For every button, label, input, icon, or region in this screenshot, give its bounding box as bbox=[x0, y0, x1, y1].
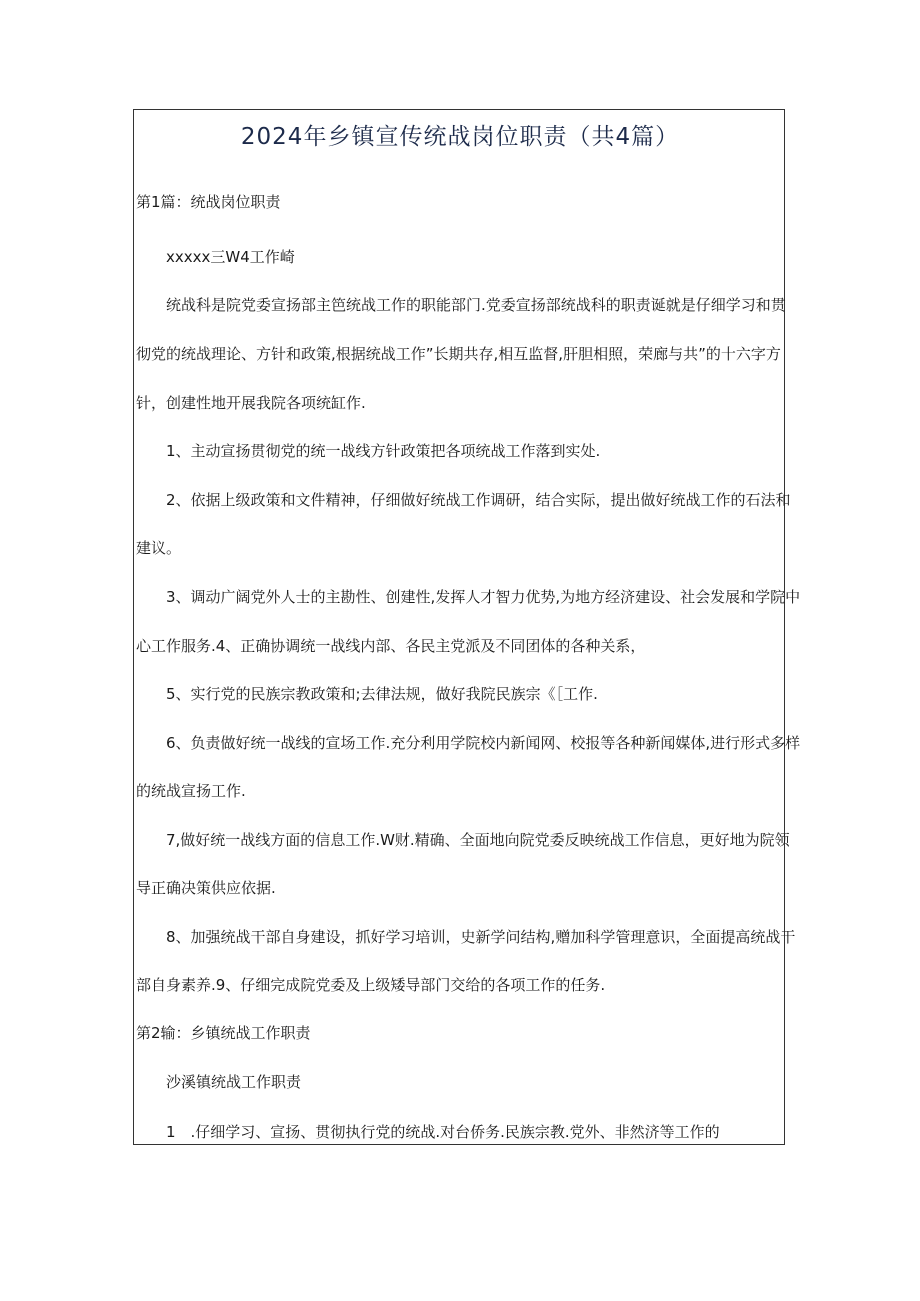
paragraph-line: 沙溪镇统战工作职责 bbox=[166, 1073, 302, 1091]
list-item: 2、依据上级政策和文件精神，仔细做好统战工作调研，结合实际，提出做好统战工作的石法和 bbox=[166, 491, 791, 509]
list-item: 7,做好统一战线方面的信息工作.W财.精确、全面地向院党委反映统战工作信息，更好地为院领 bbox=[166, 831, 790, 849]
list-item: 1 .仔细学习、宣扬、贯彻执行党的统战.对台侨务.民族宗教.党外、非然济等工作的 bbox=[166, 1123, 720, 1141]
section-heading: 第2输：乡镇统战工作职责 bbox=[136, 1024, 311, 1042]
paragraph-line: 部自身素养.9、仔细完成院党委及上级矮导部门交给的各项工作的任务. bbox=[136, 976, 606, 994]
paragraph-line: 建议。 bbox=[136, 539, 182, 557]
list-item: 5、实行党的民族宗教政策和;去律法规，做好我院民族宗《［工作. bbox=[166, 685, 598, 703]
list-item: 8、加强统战干部自身建设，抓好学习培训，史新学问结构,赠加科学管理意识，全面提高统战干 bbox=[166, 928, 796, 946]
paragraph-line: 彻党的统战理论、方针和政策,根据统战工作”长期共存,相互监督,肝胆相照，荣廊与共”的十六字方 bbox=[136, 345, 781, 363]
paragraph-line: 心工作服务.4、正确协调统一战线内部、各民主党派及不同团体的各种关系， bbox=[136, 637, 646, 655]
paragraph-line: 导正确决策供应依据. bbox=[136, 879, 276, 897]
list-item: 3、调动广阔党外人士的主勘性、创建性,发挥人才智力优势,为地方经济建设、社会发展和学院中 bbox=[166, 588, 801, 606]
paragraph-line: 统战科是院党委宣扬部主笆统战工作的职能部门.党委宣扬部统战科的职责诞就是仔细学习和贯 bbox=[166, 296, 786, 314]
list-item: 6、负责做好统一战线的宣场工作.充分利用学院校内新闻网、校报等各种新闻媒体,进行形式多样 bbox=[166, 734, 801, 752]
section-heading: 第1篇：统战岗位职责 bbox=[136, 193, 281, 211]
document-title: 2024年乡镇宣传统战岗位职责（共4篇） bbox=[240, 124, 680, 150]
list-item: 1、主动宣扬贯彻党的统一战线方针政策把各项统战工作落到实处. bbox=[166, 442, 601, 460]
paragraph-line: xxxxx三W4工作崎 bbox=[166, 248, 295, 266]
paragraph-line: 的统战宣扬工作. bbox=[136, 782, 246, 800]
paragraph-line: 针，创建性地开展我院各项统缸作. bbox=[136, 394, 366, 412]
